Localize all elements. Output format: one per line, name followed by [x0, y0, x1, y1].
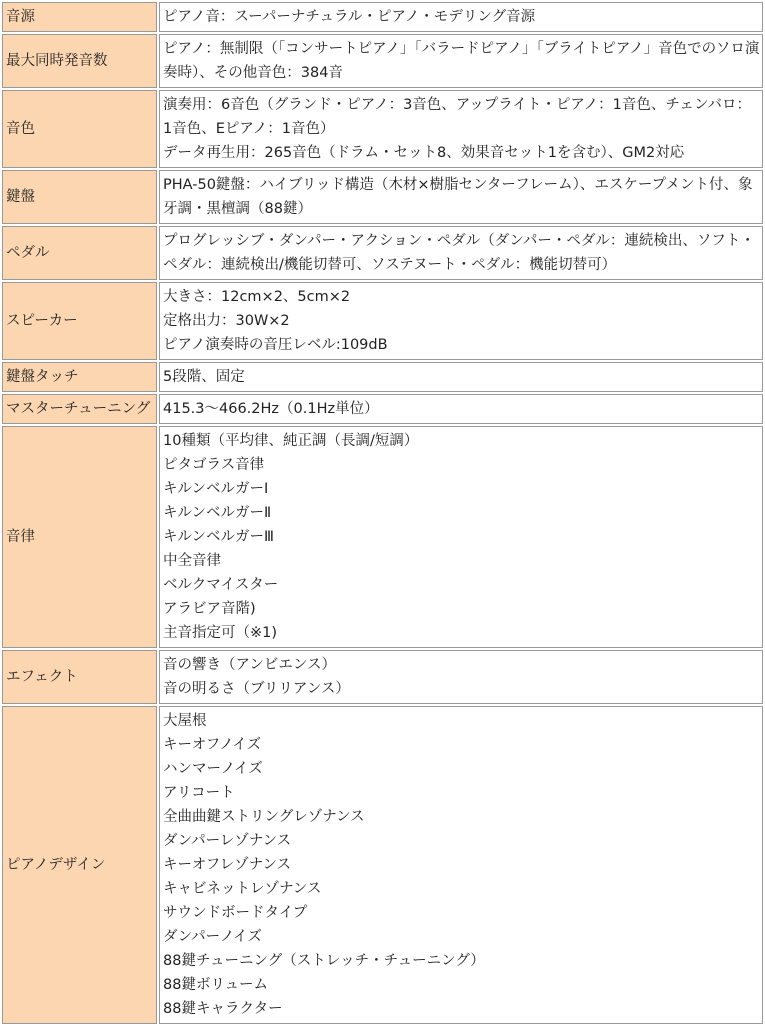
row-label: ペダル — [2, 226, 157, 280]
value-line: 音の響き（アンビエンス） — [163, 657, 336, 673]
value-line: ダンパーレゾナンス — [163, 833, 292, 849]
value-line: キルンベルガーⅡ — [163, 505, 272, 521]
spec-row-effects — [2, 650, 763, 704]
spec-row-polyphony — [2, 34, 763, 88]
value-line: データ再生用：265音色（ドラム・セット8、効果音セット1を含む）、GM2対応 — [163, 145, 685, 161]
value-line: 415.3～466.2Hz（0.1Hz単位） — [163, 401, 379, 417]
value-line: ベルクマイスター — [163, 577, 279, 593]
value-line: 演奏用：6音色（グランド・ピアノ：3音色、アップライト・ピアノ：1音色、チェンバロ：1音色、Eピアノ：1音色） — [163, 97, 751, 137]
spec-row-pedals — [2, 226, 763, 280]
row-value — [159, 34, 763, 88]
row-value — [159, 394, 763, 424]
row-label: 音源 — [2, 2, 157, 32]
value-line: 音の明るさ（ブリリアンス） — [163, 681, 350, 697]
value-line: 主音指定可（※1) — [163, 625, 278, 641]
spec-row-touch — [2, 362, 763, 392]
value-line: 88鍵ボリューム — [163, 977, 269, 993]
row-value — [159, 362, 763, 392]
value-line: ダンパーノイズ — [163, 929, 262, 945]
spec-row-speakers — [2, 282, 763, 360]
value-line: 10種類（平均律、純正調（長調/短調） — [163, 433, 419, 449]
row-label: 鍵盤 — [2, 170, 157, 224]
spec-row-sound-source — [2, 2, 763, 32]
row-label: マスターチューニング — [2, 394, 157, 424]
value-line: ピアノ：無制限（「コンサートピアノ」「バラードピアノ」「ブライトピアノ」音色でのソロ演奏時）、その他音色：384音 — [163, 41, 760, 81]
value-line: ハンマーノイズ — [163, 761, 263, 777]
row-value — [159, 426, 763, 648]
spec-row-piano-designer — [2, 706, 763, 1024]
row-label: エフェクト — [2, 650, 157, 704]
row-value — [159, 650, 763, 704]
value-line: プログレッシブ・ダンパー・アクション・ペダル（ダンパー・ペダル：連続検出、ソフト・ペダル：連続検出/機能切替可、ソステヌート・ペダル：機能切替可） — [163, 233, 755, 273]
spec-row-master-tuning — [2, 394, 763, 424]
value-line: キーオフノイズ — [163, 737, 262, 753]
value-line: キーオフレゾナンス — [163, 857, 292, 873]
row-label: 音色 — [2, 90, 157, 168]
value-line: ピアノ音：スーパーナチュラル・ピアノ・モデリング音源 — [163, 9, 536, 25]
value-line: キャビネットレゾナンス — [163, 881, 322, 897]
value-line: 88鍵キャラクター — [163, 1001, 283, 1017]
row-label: 音律 — [2, 426, 157, 648]
row-value — [159, 170, 763, 224]
value-line: ピアノ演奏時の音圧レベル:109dB — [163, 337, 388, 353]
row-value — [159, 282, 763, 360]
value-line: 88鍵チューニング（ストレッチ・チューニング） — [163, 953, 485, 969]
spec-row-keyboard — [2, 170, 763, 224]
row-label: 鍵盤タッチ — [2, 362, 157, 392]
value-line: 5段階、固定 — [163, 369, 245, 385]
value-line: キルンベルガーⅢ — [163, 529, 274, 545]
value-line: キルンベルガーⅠ — [163, 481, 269, 497]
row-value — [159, 226, 763, 280]
row-label: ピアノデザイン — [2, 706, 157, 1024]
row-label: スピーカー — [2, 282, 157, 360]
value-line: サウンドボードタイプ — [163, 905, 308, 921]
value-line: 定格出力：30W×2 — [163, 313, 290, 329]
spec-row-temperament — [2, 426, 763, 648]
row-label: 最大同時発音数 — [2, 34, 157, 88]
value-line: 大きさ：12cm×2、5cm×2 — [163, 289, 351, 305]
spec-row-tones — [2, 90, 763, 168]
value-line: ピタゴラス音律 — [163, 457, 265, 473]
value-line: 大屋根 — [163, 713, 207, 729]
row-value — [159, 706, 763, 1024]
row-value — [159, 90, 763, 168]
value-line: 中全音律 — [163, 553, 221, 569]
value-line: アリコート — [163, 785, 235, 801]
value-line: PHA-50鍵盤：ハイブリッド構造（木材×樹脂センターフレーム）、エスケープメント付、象牙調・黒檀調（88鍵） — [163, 177, 753, 217]
value-line: アラビア音階) — [163, 601, 256, 617]
value-line: 全曲曲鍵ストリングレゾナンス — [163, 809, 365, 825]
row-value — [159, 2, 763, 32]
